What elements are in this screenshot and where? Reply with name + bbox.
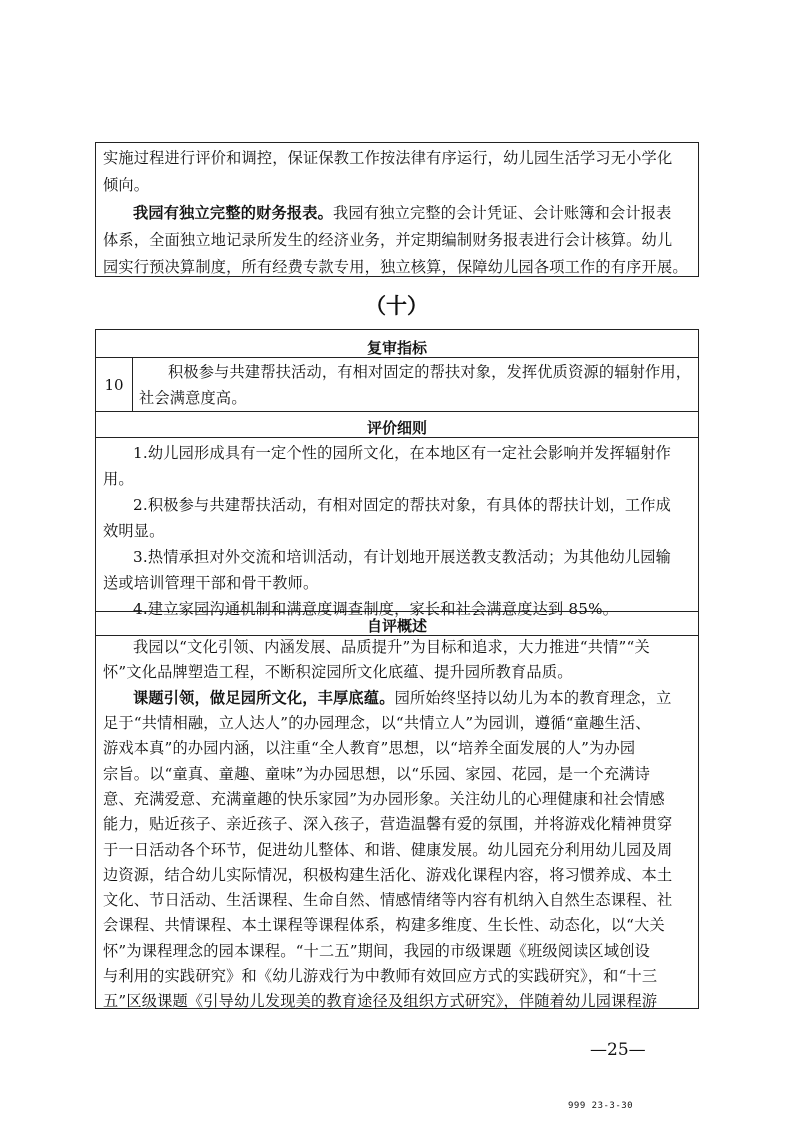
criteria-item-2-line-2: 效明显。 (103, 522, 165, 540)
divider (96, 411, 698, 412)
finance-paragraph-line-1 (133, 200, 672, 228)
self-eval-body-line: 文化、节日活动、生活课程、生命自然、情感情绪等内容有机纳入自然生态课程、社 (103, 891, 673, 910)
self-eval-topic-line (133, 685, 672, 713)
self-eval-body-line: 怀”为课程理念的园本课程。“十二五”期间，我园的市级课题《班级阅读区域创设 (103, 941, 651, 960)
self-eval-body-line: 于一日活动各个环节，促进幼儿整体、和谐、健康发展。幼儿园充分利用幼儿园及周 (103, 840, 673, 859)
self-eval-body-line: 会课程、共情课程、本土课程等课程体系，构建多维度、生长性、动态化，以“大关 (103, 916, 665, 935)
continued-line-1: 实施过程进行评价和调控，保证保教工作按法律有序运行，幼儿园生活学习无小学化 (103, 149, 673, 167)
divider (96, 357, 698, 358)
criteria-item-1-line-1: 1.幼儿园形成具有一定个性的园所文化，在本地区有一定社会影响并发挥辐射作 (133, 444, 672, 462)
index-column-divider (132, 357, 133, 411)
self-eval-body-line: 游戏本真”的办园内涵，以注重“全人教育”思想，以“培养全面发展的人”为办园 (103, 739, 636, 758)
self-eval-body-line: 与利用的实践研究》和《幼儿游戏行为中教师有效回应方式的实践研究》，和“十三 (103, 967, 658, 985)
review-line-2: 社会满意度高。 (139, 389, 247, 407)
self-eval-body-line: 足于“共情相融，立人达人”的办园理念，以“共情立人”为园训，遵循“童趣生活、 (103, 714, 651, 732)
page-number: —25— (590, 1040, 646, 1060)
criteria-header: 评价细则 (366, 419, 427, 437)
self-eval-body-line: 边资源，结合幼儿实际情况，积极构建生活化、游戏化课程内容，将习惯养成、本土 (103, 865, 673, 884)
continued-line-2: 倾向。 (103, 176, 150, 194)
review-indicator-header: 复审指标 (366, 339, 427, 357)
self-eval-intro-line-1: 我园以“文化引领、内涵发展、品质提升”为目标和追求，大力推进“共情”“关 (133, 638, 650, 657)
self-eval-body-line: 五”区级课题《引导幼儿发现美的教育途径及组织方式研究》，伴随着幼儿园课程游 (103, 992, 658, 1011)
self-evaluation-header: 自评概述 (366, 617, 427, 635)
index-number: 10 (104, 376, 124, 394)
finance-paragraph-line-3: 园实行预决算制度，所有经费专款专用，独立核算，保障幼儿园各项工作的有序开展。 (103, 258, 688, 276)
self-eval-intro-line-2: 怀”文化品牌塑造工程，不断积淀园所文化底蕴、提升园所教育品质。 (103, 663, 573, 682)
criteria-item-3-line-2: 送或培训管理干部和骨干教师。 (103, 574, 319, 592)
section-title: （十） (365, 294, 428, 318)
topic-bold-lead: 课题引领，做足园所文化，丰厚底蕴。 (133, 688, 395, 707)
criteria-item-1-line-2: 用。 (103, 470, 134, 488)
finance-paragraph-line-2: 体系，全面独立地记录所发生的经济业务，并定期编制财务报表进行会计核算。幼儿 (103, 231, 673, 249)
finance-bold-lead: 我园有独立完整的财务报表。 (133, 204, 334, 222)
criteria-item-3-line-1: 3.热情承担对外交流和培训活动，有计划地开展送教支教活动；为其他幼儿园输 (133, 548, 672, 566)
divider (96, 611, 698, 612)
self-eval-body-line: 意、充满爱意、充满童趣的快乐家园”为办园形象。关注幼儿的心理健康和社会情感 (103, 789, 665, 808)
self-eval-body-line: 能力，贴近孩子、亲近孩子、深入孩子，营造温馨有爱的氛围，并将游戏化精神贯穿 (103, 815, 673, 834)
criteria-item-4-line-1: 4.建立家园沟通机制和满意度调查制度，家长和社会满意度达到 85%。 (133, 600, 619, 618)
criteria-item-2-line-1: 2.积极参与共建帮扶活动，有相对固定的帮扶对象，有具体的帮扶计划，工作成 (133, 496, 672, 514)
divider (96, 437, 698, 438)
review-line-1: 积极参与共建帮扶活动，有相对固定的帮扶对象，发挥优质资源的辐射作用， (168, 363, 692, 381)
self-eval-body-line: 宗旨。以“童真、童趣、童味”为办园思想，以“乐园、家园、花园，是一个充满诗 (103, 764, 651, 783)
footer-code: 999 23-3-30 (568, 1101, 634, 1111)
finance-rest: 我园有独立完整的会计凭证、会计账簿和会计报表 (333, 204, 672, 222)
topic-rest: 园所始终坚持以幼儿为本的教育理念，立 (394, 688, 672, 707)
